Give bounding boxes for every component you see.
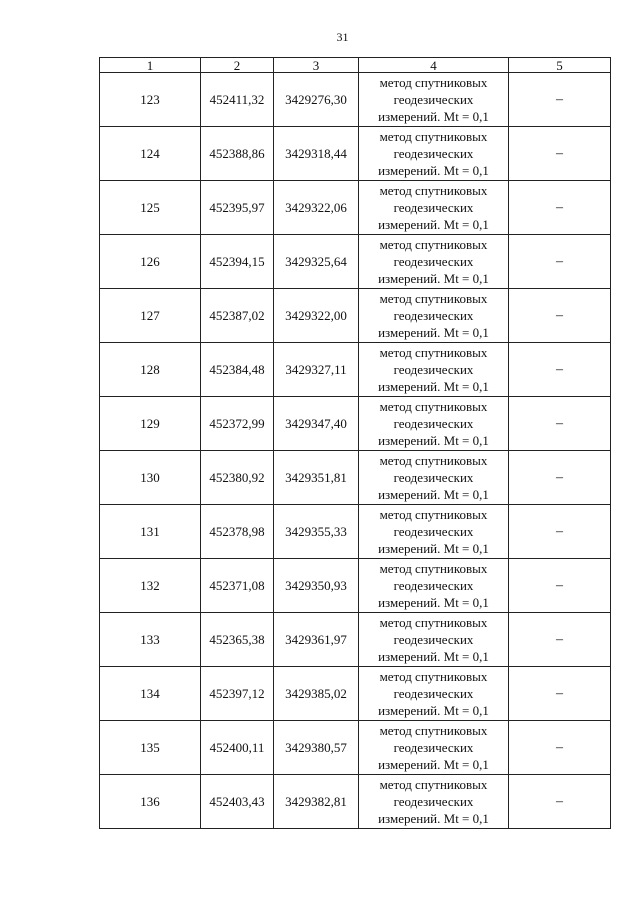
coordinates-table	[99, 57, 611, 829]
method-description-line: метод спутниковых	[379, 453, 488, 468]
coordinate-x: 452394,15	[201, 235, 274, 289]
method-description	[359, 127, 509, 181]
table-row	[100, 613, 611, 667]
coordinate-x: 452388,86	[201, 127, 274, 181]
point-number: 134	[100, 667, 201, 721]
column-5-value: –	[509, 343, 611, 397]
method-description-line: метод спутниковых	[379, 723, 488, 738]
point-number: 127	[100, 289, 201, 343]
method-description-line: измерений. Mt = 0,1	[378, 217, 489, 232]
column-5-value: –	[509, 397, 611, 451]
point-number: 129	[100, 397, 201, 451]
table-row	[100, 451, 611, 505]
method-description	[359, 505, 509, 559]
method-description-line: измерений. Mt = 0,1	[378, 811, 489, 826]
table-row	[100, 397, 611, 451]
coordinate-y: 3429355,33	[274, 505, 359, 559]
coordinate-x: 452371,08	[201, 559, 274, 613]
column-5-value: –	[509, 559, 611, 613]
coordinate-y: 3429322,06	[274, 181, 359, 235]
method-description-line: геодезических	[393, 308, 474, 323]
method-description-line: геодезических	[393, 794, 474, 809]
point-number: 135	[100, 721, 201, 775]
method-description-line: измерений. Mt = 0,1	[378, 703, 489, 718]
method-description-line: измерений. Mt = 0,1	[378, 649, 489, 664]
method-description-line: метод спутниковых	[379, 237, 488, 252]
method-description-line: метод спутниковых	[379, 561, 488, 576]
method-description-line: геодезических	[393, 632, 474, 647]
table-row	[100, 559, 611, 613]
method-description-line: геодезических	[393, 146, 474, 161]
coordinate-x: 452380,92	[201, 451, 274, 505]
header-col-4: 4	[359, 58, 509, 73]
table-row	[100, 289, 611, 343]
table-row	[100, 667, 611, 721]
point-number: 126	[100, 235, 201, 289]
coordinate-y: 3429276,30	[274, 73, 359, 127]
point-number: 124	[100, 127, 201, 181]
method-description-line: метод спутниковых	[379, 183, 488, 198]
table-row	[100, 127, 611, 181]
column-5-value: –	[509, 721, 611, 775]
table-row	[100, 73, 611, 127]
method-description-line: измерений. Mt = 0,1	[378, 109, 489, 124]
table-row	[100, 721, 611, 775]
header-col-3: 3	[274, 58, 359, 73]
coordinate-y: 3429380,57	[274, 721, 359, 775]
method-description	[359, 775, 509, 829]
method-description-line: измерений. Mt = 0,1	[378, 487, 489, 502]
table-row	[100, 343, 611, 397]
coordinate-x: 452400,11	[201, 721, 274, 775]
column-5-value: –	[509, 181, 611, 235]
method-description-line: геодезических	[393, 416, 474, 431]
method-description-line: метод спутниковых	[379, 75, 488, 90]
table-body	[100, 73, 611, 829]
method-description	[359, 73, 509, 127]
column-5-value: –	[509, 505, 611, 559]
coordinate-x: 452395,97	[201, 181, 274, 235]
point-number: 133	[100, 613, 201, 667]
method-description-line: метод спутниковых	[379, 291, 488, 306]
method-description-line: метод спутниковых	[379, 669, 488, 684]
coordinate-y: 3429318,44	[274, 127, 359, 181]
method-description-line: измерений. Mt = 0,1	[378, 433, 489, 448]
header-col-5: 5	[509, 58, 611, 73]
method-description-line: геодезических	[393, 740, 474, 755]
coordinate-y: 3429385,02	[274, 667, 359, 721]
method-description	[359, 181, 509, 235]
method-description	[359, 289, 509, 343]
method-description-line: измерений. Mt = 0,1	[378, 163, 489, 178]
method-description-line: измерений. Mt = 0,1	[378, 541, 489, 556]
coordinate-y: 3429382,81	[274, 775, 359, 829]
method-description-line: геодезических	[393, 524, 474, 539]
coordinate-y: 3429347,40	[274, 397, 359, 451]
method-description-line: метод спутниковых	[379, 129, 488, 144]
column-5-value: –	[509, 775, 611, 829]
method-description-line: геодезических	[393, 470, 474, 485]
coordinate-x: 452403,43	[201, 775, 274, 829]
method-description-line: метод спутниковых	[379, 345, 488, 360]
point-number: 123	[100, 73, 201, 127]
column-5-value: –	[509, 667, 611, 721]
coordinate-x: 452372,99	[201, 397, 274, 451]
coordinate-y: 3429350,93	[274, 559, 359, 613]
method-description-line: измерений. Mt = 0,1	[378, 595, 489, 610]
method-description-line: геодезических	[393, 200, 474, 215]
column-5-value: –	[509, 451, 611, 505]
method-description-line: метод спутниковых	[379, 399, 488, 414]
table-row	[100, 775, 611, 829]
method-description-line: геодезических	[393, 686, 474, 701]
method-description	[359, 397, 509, 451]
method-description-line: метод спутниковых	[379, 777, 488, 792]
method-description	[359, 721, 509, 775]
method-description-line: метод спутниковых	[379, 615, 488, 630]
header-col-1: 1	[100, 58, 201, 73]
point-number: 125	[100, 181, 201, 235]
column-5-value: –	[509, 127, 611, 181]
point-number: 130	[100, 451, 201, 505]
method-description	[359, 559, 509, 613]
table-row	[100, 181, 611, 235]
point-number: 136	[100, 775, 201, 829]
coordinate-x: 452384,48	[201, 343, 274, 397]
coordinate-y: 3429361,97	[274, 613, 359, 667]
column-5-value: –	[509, 289, 611, 343]
method-description-line: измерений. Mt = 0,1	[378, 325, 489, 340]
point-number: 132	[100, 559, 201, 613]
point-number: 131	[100, 505, 201, 559]
method-description-line: геодезических	[393, 578, 474, 593]
header-col-2: 2	[201, 58, 274, 73]
method-description	[359, 667, 509, 721]
coordinate-y: 3429327,11	[274, 343, 359, 397]
method-description-line: измерений. Mt = 0,1	[378, 757, 489, 772]
method-description-line: геодезических	[393, 362, 474, 377]
coordinate-x: 452378,98	[201, 505, 274, 559]
header-row	[100, 58, 611, 73]
point-number: 128	[100, 343, 201, 397]
coordinate-y: 3429322,00	[274, 289, 359, 343]
column-5-value: –	[509, 73, 611, 127]
coordinate-x: 452411,32	[201, 73, 274, 127]
coordinate-x: 452365,38	[201, 613, 274, 667]
method-description	[359, 613, 509, 667]
coordinate-x: 452387,02	[201, 289, 274, 343]
column-5-value: –	[509, 235, 611, 289]
page-number: 31	[336, 30, 349, 44]
method-description	[359, 451, 509, 505]
table-row	[100, 505, 611, 559]
coordinate-x: 452397,12	[201, 667, 274, 721]
method-description-line: метод спутниковых	[379, 507, 488, 522]
coordinate-y: 3429325,64	[274, 235, 359, 289]
method-description-line: геодезических	[393, 92, 474, 107]
method-description	[359, 235, 509, 289]
column-5-value: –	[509, 613, 611, 667]
method-description-line: измерений. Mt = 0,1	[378, 379, 489, 394]
method-description-line: измерений. Mt = 0,1	[378, 271, 489, 286]
method-description	[359, 343, 509, 397]
table-row	[100, 235, 611, 289]
method-description-line: геодезических	[393, 254, 474, 269]
coordinate-y: 3429351,81	[274, 451, 359, 505]
